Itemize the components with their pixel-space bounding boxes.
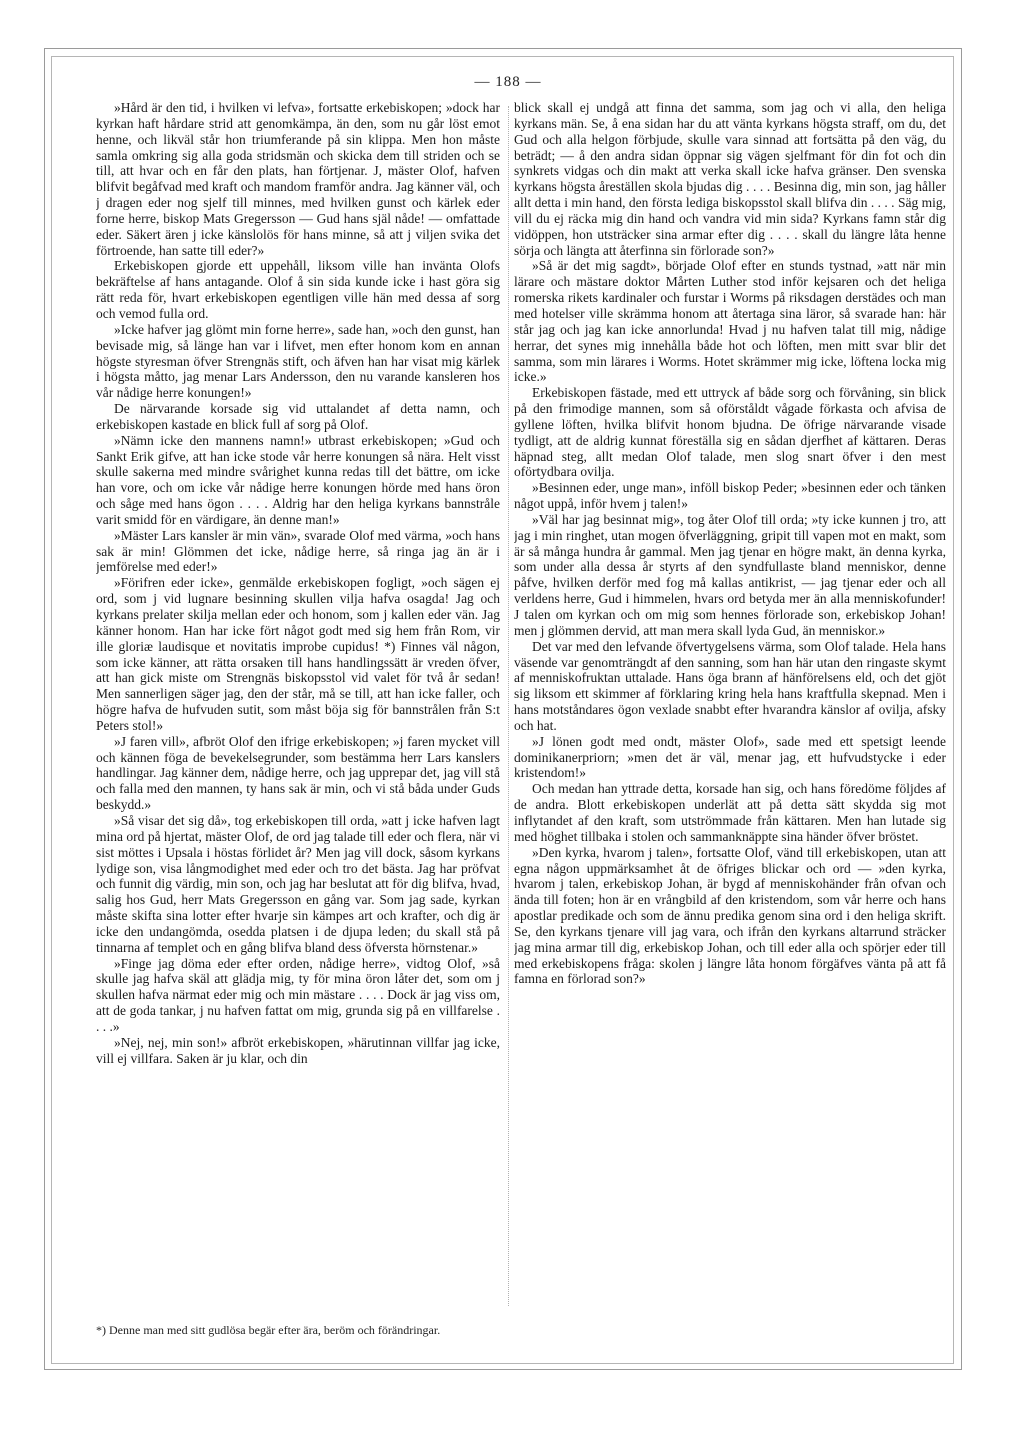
paragraph: De närvarande korsade sig vid uttalandet af detta namn, och erkebiskopen kastade en blick full af sorg på Olof. xyxy=(96,401,500,432)
column-divider xyxy=(508,106,509,1306)
paragraph: »Förifren eder icke», genmälde erkebiskopen fogligt, »och sägen ej ord, som j vid lugnare besinning skullen vilja hafva osagda! Jag och kyrkans prelater skilja mellan eder och honom, som j kallen eder vän. Jag känner honom. Han har icke fört något godt med sig hem från Rom, vir ille gloriæ laudisque et novitatis improbe cupidus! *) Finnes väl någon, som icke känner, att rätta orsaken till hans handlingssätt är vreden öfver, att han gick miste om Strengnäs biskopsstol vid valet för två år sedan! Men sannerligen säger jag, den der står, må se till, att han icke faller, och högre hafva de hufvuden sutit, som måst böja sig för bannstrålen från S:t Peters stol!» xyxy=(96,575,500,733)
left-column xyxy=(96,100,500,1318)
paragraph: »Så visar det sig då», tog erkebiskopen till orda, »att j icke hafven lagt mina ord på hjertat, mäster Olof, de ord jag talade till eder och flera, när vi sist möttes i Upsala i höstas förlidet år? Men jag vill dock, såsom kyrkans lydige son, visa långmodighet med eder och tro det bästa. Jag har pröfvat och funnit dig värdig, min son, och jag har beslutat att för dig blifva, hvad, salig hos Gud, herr Mats Gregersson en gång var. Som jag sade, kyrkan måste skifta sina lotter efter hvarje sin kämpes art och krafter, och dig är icke den undangömda, osedda platsen i de djupa leden; du skall stå på tinnarna af templet och en gång blifva bland dess öfversta hörnstenar.» xyxy=(96,812,500,955)
paragraph: »Väl har jag besinnat mig», tog åter Olof till orda; »ty icke kunnen j tro, att jag i min ringhet, utan mogen öfverläggning, gripit till vapen mot en makt, som är så många hundra år gammal. Men jag tjenar en högre makt, än denna kyrka, som under alla dessa år styrts af den syndfullaste bland menniskor, denne påfve, hvilken derför med fog må kallas antikrist, — jag tjenar eder och all verldens herre, Gud i himmelen, hvars ord betyda mer än alla menniskofunder! J talen om kyrkan och om mig som hennes förlorade son, erkebiskop Johan! men j glömmen dervid, att man mera skall lyda Gud, än menniskor.» xyxy=(514,511,946,638)
paragraph: blick skall ej undgå att finna det samma, som jag och vi alla, den heliga kyrkans män. Se, å ena sidan har du att vänta kyrkans högsta straff, om du, det Gud och alla helgon förbjude, skulle vara sinnad att fortsätta på den väg, du beträdt; — å den andra sidan öppnar sig vägen sjelfmant för din fot och din synkrets vidgas och din makt att verka skall icke hafva gränser. Den svenska kyrkans högsta åreställen skola bjudas dig . . . . Besinna dig, min son, jag håller allt detta i min hand, den första lediga biskopsstol skall blifva din . . . . Säg mig, vill du ej räcka mig din hand och vandra vid min sida? Kyrkans famn står dig vidöppen, hon utsträcker sina armar efter dig . . . . skall du längre låta henne sörja och längta att återfinna sin förlorade son?» xyxy=(514,100,946,258)
paragraph: Erkebiskopen fästade, med ett uttryck af både sorg och förvåning, sin blick på den frimodige mannen, som så oförståldt vågade förkasta och afvisa de gyllene löften, hvilka blifvit honom bjudna. De öfrige närvarande visade tydligt, att de aldrig kunnat föreställa sig en sådan djerfhet af kättaren. Deras häpnad steg, allt medan Olof talade, men slog snart öfver i den mest oförtydbara ovilja. xyxy=(514,385,946,480)
paragraph: »Nämn icke den mannens namn!» utbrast erkebiskopen; »Gud och Sankt Erik gifve, att han icke stode vår herre konungen så nära. Helt visst skulle sakerna med mindre svårighet kunna redas till det bättre, om icke han vore, och om icke vår nådige herre konungen hörde med hans öron och såge med hans ögon . . . . Aldrig har den heliga kyrkans bannstråle varit smidd för en värdigare, än denne man!» xyxy=(96,432,500,527)
paragraph: »Besinnen eder, unge man», inföll biskop Peder; »besinnen eder och tänken något uppå, inför hvem j talen!» xyxy=(514,480,946,512)
paragraph: Och medan han yttrade detta, korsade han sig, och hans föredöme följdes af de andra. Blott erkebiskopen underlät att på detta sätt skydda sig mot inflytandet af den kraft, som utströmmade från kättaren. Men han lutade sig med höghet tillbaka i stolen och sammanknäppte sina händer öfver bröstet. xyxy=(514,781,946,844)
page-number: — 188 — xyxy=(474,74,542,90)
paragraph: »J lönen godt med ondt, mäster Olof», sade med ett spetsigt leende dominikanerpriorn; »men det är väl, menar jag, ett hufvudstycke i eder kristendom!» xyxy=(514,733,946,781)
footnote: *) Denne man med sitt gudlösa begär efter ära, beröm och förändringar. xyxy=(96,1323,441,1337)
paragraph: »Så är det mig sagdt», började Olof efter en stunds tystnad, »att när min lärare och mästare doktor Mårten Luther stod inför kejsaren och det heliga romerska rikets kardinaler och furstar i Worms på riksdagen derstädes och man med hotelser ville skrämma honom att återtaga sina läror, så svarade han: här står jag och jag kan icke annorlunda! Hvad j nu hafven talat till mig, nådige herrar, det synes mig innehålla både hot och löften, men mitt svar blir det samma, som min lärares i Worms. Hotet skrämmer mig icke, löftena locka mig icke.» xyxy=(514,258,946,385)
paragraph: Erkebiskopen gjorde ett uppehåll, liksom ville han invänta Olofs bekräftelse af hans antagande. Olof å sin sida kunde icke i hast göra sig rätt reda för, hvart erkebiskopen egentligen ville hän med dessa af sorg och vemod fulla ord. xyxy=(96,258,500,321)
paragraph: Det var med den lefvande öfvertygelsens värma, som Olof talade. Hela hans väsende var genomträngdt af den sanning, som han här utan den ringaste skymt af menniskofruktan uttalade. Hans öga brann af hänförelsens eld, och det gjöt sig liksom ett skimmer af förklaring kring hela hans kraftfulla skepnad. Men i hans motståndares ögon vexlade snabbt efter hvarandra känslor af ovilja, afsky och hat. xyxy=(514,638,946,733)
paragraph: »Finge jag döma eder efter orden, nådige herre», vidtog Olof, »så skulle jag hafva skäl att glädja mig, ty för mina öron låter det, som om j skullen hafva närmat eder mig och min mästare . . . . Dock är jag viss om, att de goda tankar, j nu hafven fattat om mig, grunda sig på en villfarelse . . . .» xyxy=(96,955,500,1034)
paragraph: »Den kyrka, hvarom j talen», fortsatte Olof, vänd till erkebiskopen, utan att egna någon uppmärksamhet åt de öfriges blickar och ord — »den kyrka, hvarom j talen, erkebiskop Johan, är bygd af menniskohänder från ofvan och ända till foten; hon är en vrångbild af den kristendom, som vår herre och hans apostlar predikade och som de ännu predika genom sina ord i den heliga skrift. Se, den kyrkans tjenare vill jag vara, och ifrån den kyrkans altarrund sträcker jag mina armar till dig, erkebiskop Johan, och till eder alla och spörjer eder till med erkebiskopens fråga: skolen j längre låta honom förgäfves vänta på att få famna en förlorad son?» xyxy=(514,844,946,987)
right-column xyxy=(514,100,946,1318)
paragraph: »Hård är den tid, i hvilken vi lefva», fortsatte erkebiskopen; »dock har kyrkan haft hårdare strid att genomkämpa, än den, som nu går löst emot henne, och likväl står hon triumferande på sin klippa. Men hon måste samla omkring sig alla goda stridsmän och skicka dem till striden och se till, att hvar och en får den plats, han förtjenar. J, mäster Olof, hafven blifvit begåfvad med kraft och mandom framför andra. Jag känner väl, och j dragen eder nog sjelf till minnes, med hvilken gunst och kärlek eder forne herre, biskop Mats Gregersson — Gud hans själ nåde! — omfattade eder. Säkert ären j icke känslolös för hans minne, så att j viljen svika det förtroende, han satte till eder?» xyxy=(96,100,500,258)
paragraph: »Nej, nej, min son!» afbröt erkebiskopen, »härutinnan villfar jag icke, vill ej villfara. Saken är ju klar, och din xyxy=(96,1034,500,1066)
paragraph: »J faren vill», afbröt Olof den ifrige erkebiskopen; »j faren mycket vill och kännen föga de bevekelsegrunder, som bestämma herr Lars kanslers handlingar. Jag känner dem, nådige herre, och jag upprepar det, jag vill stå och falla med den mannen, ty hans sak är min, och vi stå båda under Guds beskydd.» xyxy=(96,733,500,813)
paragraph: »Mäster Lars kansler är min vän», svarade Olof med värma, »och hans sak är min! Glömmen det icke, nådige herre, så ringa jag än är i jemförelse med eder!» xyxy=(96,527,500,575)
paragraph: »Icke hafver jag glömt min forne herre», sade han, »och den gunst, han bevisade mig, så länge han var i lifvet, men efter honom kom en annan högste styresman öfver Strengnäs stift, och äfven han har visat mig kärlek i högsta måtto, jag menar Lars Andersson, den nu varande kansleren hos vår nådige herre konungen!» xyxy=(96,321,500,401)
